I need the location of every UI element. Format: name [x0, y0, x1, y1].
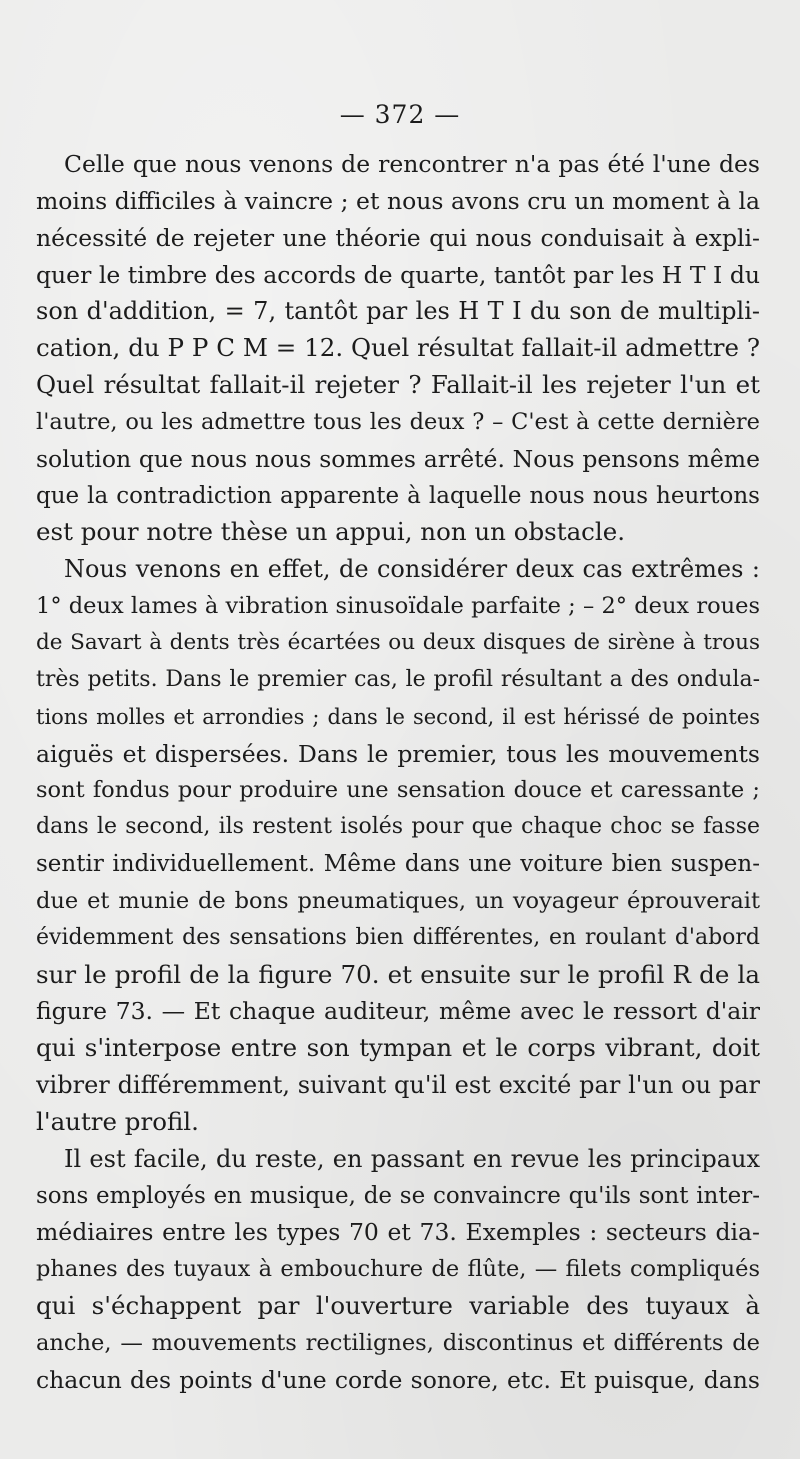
text-line: sons employés en musique, de se convaincre qu'ils sont inter-: [36, 1182, 760, 1209]
text-line: solution que nous nous sommes arrêté. Nous pensons même: [36, 444, 760, 473]
text-line: 1° deux lames à vibration sinusoïdale parfaite ; – 2° deux roues: [36, 593, 760, 620]
text-line: que la contradiction apparente à laquelle nous nous heurtons: [36, 482, 760, 509]
text-line: sont fondus pour produire une sensation douce et caressante ;: [36, 777, 760, 804]
text-line: l'autre, ou les admettre tous les deux ? – C'est à cette dernière: [36, 408, 760, 435]
text-line: dans le second, ils restent isolés pour que chaque choc se fasse: [36, 814, 760, 840]
text-line: Nous venons en effet, de considérer deux cas extrêmes :: [64, 555, 760, 584]
text-line: sur le profil de la figure 70. et ensuite sur le profil R de la: [36, 959, 760, 989]
text-line: de Savart à dents très écartées ou deux disques de sirène à trous: [36, 629, 760, 655]
text-line: cation, du P P C M = 12. Quel résultat fallait-il admettre ?: [36, 333, 760, 363]
text-line: Il est facile, du reste, en passant en revue les principaux: [64, 1144, 760, 1173]
text-line: Quel résultat fallait-il rejeter ? Fallait-il les rejeter l'un et: [36, 370, 760, 400]
text-line: chacun des points d'une corde sonore, etc. Et puisque, dans: [36, 1365, 760, 1394]
text-line: son d'addition, = 7, tantôt par les H T I du son de multipli-: [36, 297, 760, 326]
text-line: nécessité de rejeter une théorie qui nous conduisait à expli-: [36, 223, 760, 252]
text-line: due et munie de bons pneumatiques, un voyageur éprouverait: [36, 887, 760, 914]
page-number: — 372 —: [339, 100, 461, 129]
text-line: anche, — mouvements rectilignes, discontinus et différents de: [36, 1330, 760, 1356]
text-line: est pour notre thèse un appui, non un obstacle.: [36, 517, 626, 547]
text-line: phanes des tuyaux à embouchure de flûte, — filets compliqués: [36, 1256, 760, 1283]
body-text: [36, 146, 760, 1399]
text-line: très petits. Dans le premier cas, le profil résultant a des ondula-: [36, 666, 760, 692]
text-line: figure 73. — Et chaque auditeur, même avec le ressort d'air: [36, 997, 760, 1026]
text-line: qui s'interpose entre son tympan et le corps vibrant, doit: [36, 1033, 760, 1063]
text-line: vibrer différemment, suivant qu'il est excité par l'un ou par: [36, 1071, 760, 1100]
text-line: qui s'échappent par l'ouverture variable des tuyaux à: [36, 1291, 760, 1321]
text-line: médiaires entre les types 70 et 73. Exemples : secteurs dia-: [36, 1218, 760, 1247]
text-line: tions molles et arrondies ; dans le second, il est hérissé de pointes: [36, 704, 760, 729]
text-line: Celle que nous venons de rencontrer n'a pas été l'une des: [64, 150, 760, 178]
text-line: quer le timbre des accords de quarte, tantôt par les H T I du: [36, 260, 760, 289]
text-line: aiguës et dispersées. Dans le premier, tous les mouvements: [36, 739, 760, 768]
text-line: moins difficiles à vaincre ; et nous avons cru un moment à la: [36, 186, 760, 215]
text-line: l'autre profil.: [36, 1106, 199, 1136]
text-line: sentir individuellement. Même dans une voiture bien suspen-: [36, 851, 760, 878]
text-line: évidemment des sensations bien différentes, en roulant d'abord: [36, 924, 760, 950]
